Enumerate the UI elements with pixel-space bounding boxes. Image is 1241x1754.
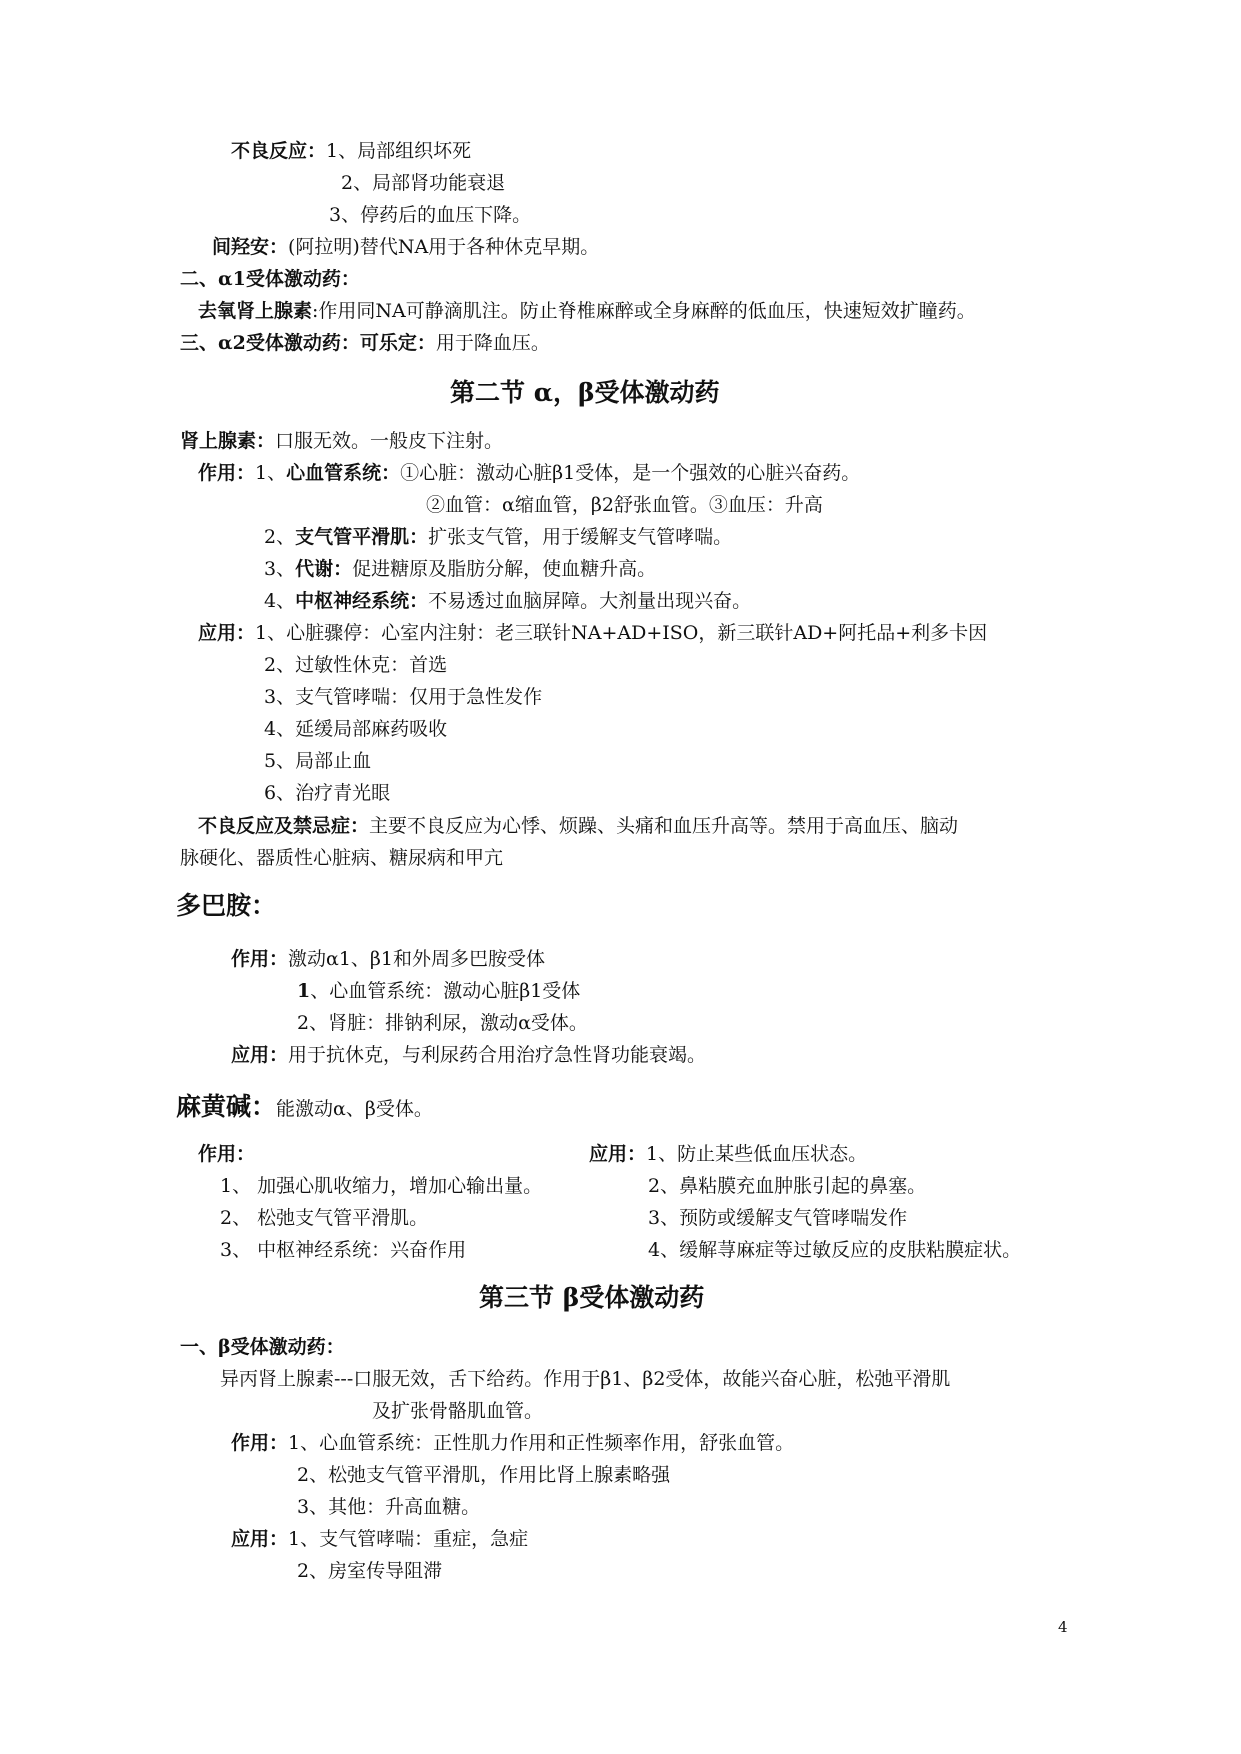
phenylephrine-line: [198, 298, 976, 324]
beta-heading: 一、β受体激动药：: [180, 1336, 345, 1358]
page-number: 4: [1058, 1618, 1068, 1636]
epi-app-5: 5、局部止血: [264, 750, 372, 772]
epi-effect-1: [198, 460, 860, 486]
section-2-title: 第二节 α，β受体激动药: [450, 378, 720, 407]
epi-adverse-line-2: 脉硬化、器质性心脏病、糖尿病和甲亢: [180, 847, 504, 869]
clonidine-label: 可乐定：: [359, 332, 436, 354]
alpha2-heading: 三、α2受体激动药：: [180, 332, 360, 354]
iso-app-1-text: 1、支气管哮喘：重症，急症: [288, 1528, 529, 1550]
epi-effect-4-text: 不易透过血脑屏障。大剂量出现兴奋。: [428, 590, 752, 612]
iso-app-label: 应用：: [231, 1528, 289, 1550]
metaraminol-text: (阿拉明)替代NA用于各种休克早期。: [288, 236, 600, 258]
ephedrine-app-2: 2、鼻粘膜充血肿胀引起的鼻塞。: [648, 1175, 927, 1197]
clonidine-text: 用于降血压。: [435, 332, 550, 354]
epi-effect-2: [264, 524, 732, 550]
dopamine-effect-label: 作用：: [231, 948, 289, 970]
ephedrine-effect-2: 2、 松弛支气管平滑肌。: [220, 1207, 429, 1229]
isoprenaline-line-2: 及扩张骨骼肌血管。: [372, 1400, 544, 1422]
dopamine-effect: [231, 946, 545, 972]
ephedrine-effect-label: 作用：: [198, 1143, 256, 1165]
ephedrine-heading: 麻黄碱：: [176, 1092, 277, 1121]
dopamine-effect-2: 2、肾脏：排钠利尿，激动α受体。: [297, 1012, 588, 1034]
epi-effect-1-text: ①心脏：激动心脏β1受体，是一个强效的心脏兴奋药。: [400, 462, 861, 484]
epi-effect-1-num: 1、: [255, 462, 287, 484]
alpha2-line: [180, 330, 550, 356]
iso-effect-2: 2、松弛支气管平滑肌，作用比肾上腺素略强: [297, 1464, 671, 1486]
alpha1-heading: 二、α1受体激动药：: [180, 268, 360, 290]
adverse-reactions-line-1: [231, 138, 471, 164]
epi-adverse-text: 主要不良反应为心悸、烦躁、头痛和血压升高等。禁用于高血压、脑动: [369, 815, 959, 837]
dopamine-effect-1-num: 1: [297, 980, 311, 1002]
ephedrine-heading-text: 能激动α、β受体。: [276, 1098, 433, 1120]
epi-app-6: 6、治疗青光眼: [264, 782, 391, 804]
iso-app-1: [231, 1526, 528, 1552]
dopamine-app: [231, 1042, 706, 1068]
ephedrine-effect-1: 1、 加强心肌收缩力，增加心输出量。: [220, 1175, 543, 1197]
isoprenaline-line: 异丙肾上腺素---口服无效，舌下给药。作用于β1、β2受体，故能兴奋心脏，松弛平滑肌: [220, 1368, 951, 1390]
ephedrine-app-label: 应用：: [589, 1143, 647, 1165]
epi-adverse-label: 不良反应及禁忌症：: [198, 815, 370, 837]
epi-effect-4: [264, 588, 751, 614]
epi-effect-3: [264, 556, 656, 582]
epi-effect-label: 作用：: [198, 462, 256, 484]
ephedrine-app-1: [589, 1141, 867, 1167]
section-3-title: 第三节 β受体激动药: [479, 1283, 705, 1312]
dopamine-effect-1-text: 、心血管系统：激动心脏β1受体: [310, 980, 581, 1002]
ephedrine-heading-line: [176, 1094, 433, 1122]
epinephrine-label: 肾上腺素：: [180, 430, 276, 452]
iso-app-2: 2、房室传导阻滞: [297, 1560, 443, 1582]
epi-effect-3-text: 促进糖原及脂肪分解，使血糖升高。: [352, 558, 657, 580]
epi-effect-3-num: 3、: [264, 558, 296, 580]
ephedrine-app-1-text: 1、防止某些低血压状态。: [646, 1143, 868, 1165]
dopamine-heading: 多巴胺：: [176, 891, 277, 920]
epinephrine-text: 口服无效。一般皮下注射。: [275, 430, 504, 452]
epi-app-4: 4、延缓局部麻药吸收: [264, 718, 448, 740]
adverse-item-2: 2、局部肾功能衰退: [341, 172, 506, 194]
epi-effect-2-num: 2、: [264, 526, 296, 548]
epi-adverse: [198, 813, 958, 839]
ephedrine-app-4: 4、缓解荨麻症等过敏反应的皮肤粘膜症状。: [648, 1239, 1022, 1261]
iso-effect-3: 3、其他：升高血糖。: [297, 1496, 481, 1518]
metaraminol-label: 间羟安：: [212, 236, 289, 258]
epi-effect-4-num: 4、: [264, 590, 296, 612]
iso-effect-1: [231, 1430, 794, 1456]
epi-app-1: [198, 620, 987, 646]
dopamine-effect-1: [297, 978, 580, 1004]
epi-effect-3-label: 代谢：: [295, 558, 353, 580]
epi-effect-4-label: 中枢神经系统：: [295, 590, 429, 612]
epi-app-2: 2、过敏性休克：首选: [264, 654, 448, 676]
adverse-label: 不良反应：: [231, 140, 327, 162]
epi-app-label: 应用：: [198, 622, 256, 644]
adverse-item-1: 1、局部组织坏死: [326, 140, 472, 162]
phenylephrine-text: :作用同NA可静滴肌注。防止脊椎麻醉或全身麻醉的低血压，快速短效扩瞳药。: [312, 300, 976, 322]
ephedrine-effect-3: 3、 中枢神经系统：兴奋作用: [220, 1239, 467, 1261]
dopamine-app-text: 用于抗休克，与利尿药合用治疗急性肾功能衰竭。: [288, 1044, 707, 1066]
epi-app-3: 3、支气管哮喘：仅用于急性发作: [264, 686, 543, 708]
ephedrine-app-3: 3、预防或缓解支气管哮喘发作: [648, 1207, 908, 1229]
epi-effect-2-label: 支气管平滑肌：: [295, 526, 429, 548]
iso-effect-1-text: 1、心血管系统：正性肌力作用和正性频率作用，舒张血管。: [288, 1432, 795, 1454]
epi-app-1-text: 1、心脏骤停：心室内注射：老三联针NA+AD+ISO，新三联针AD+阿托品+利多卡因: [255, 622, 988, 644]
epi-effect-1-line-2: ②血管：α缩血管，β2舒张血管。③血压：升高: [426, 494, 823, 516]
adverse-item-3: 3、停药后的血压下降。: [329, 204, 532, 226]
epinephrine-line: [180, 428, 503, 454]
iso-effect-label: 作用：: [231, 1432, 289, 1454]
epi-effect-1-label: 心血管系统：: [286, 462, 401, 484]
phenylephrine-label: 去氧肾上腺素: [198, 300, 313, 322]
metaraminol-line: [212, 234, 599, 260]
epi-effect-2-text: 扩张支气管，用于缓解支气管哮喘。: [428, 526, 733, 548]
dopamine-effect-text: 激动α1、β1和外周多巴胺受体: [288, 948, 546, 970]
dopamine-app-label: 应用：: [231, 1044, 289, 1066]
